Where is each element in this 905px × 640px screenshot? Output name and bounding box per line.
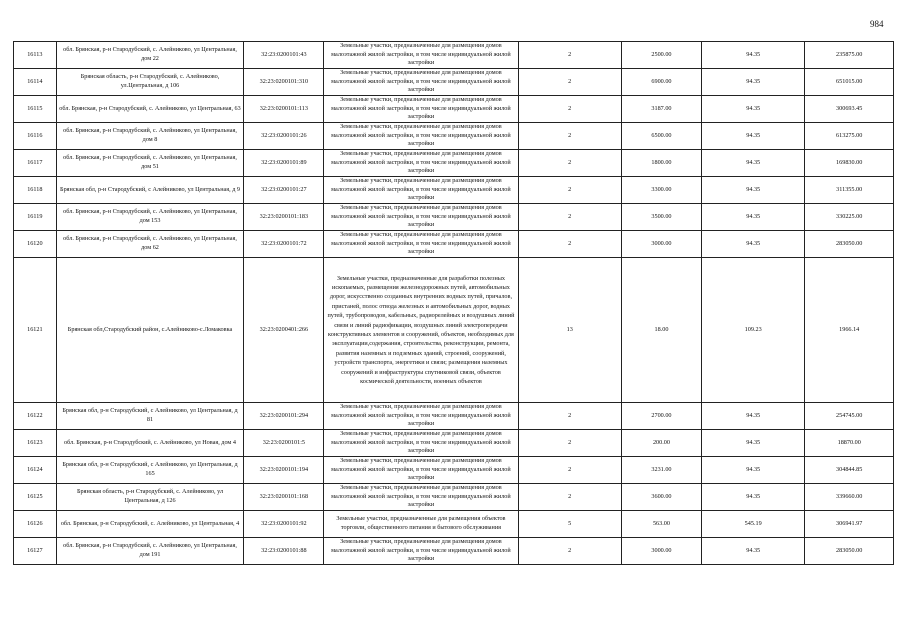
area-cell: 200.00 (621, 430, 701, 457)
address-cell: обл. Брянская, р-н Стародубский, с. Алейниково, ул Центральная, дом 62 (56, 231, 244, 258)
address-cell: Брянская область, р-н Стародубский, с. Алейниково, ул Центральная, д 126 (56, 484, 244, 511)
cadastral-value-cell: 311355.00 (805, 177, 894, 204)
cadastral-number-cell: 32:23:0200101:5 (244, 430, 324, 457)
use-group-cell: 2 (518, 204, 621, 231)
row-number: 16116 (14, 123, 57, 150)
area-cell: 6500.00 (621, 123, 701, 150)
land-use-cell: Земельные участки, предназначенные для размещения домов малоэтажной жилой застройки, в том числе индивидуальной жилой застройки (324, 96, 518, 123)
cadastral-number-cell: 32:23:0200101:43 (244, 42, 324, 69)
cadastral-value-cell: 254745.00 (805, 403, 894, 430)
use-group-cell: 5 (518, 511, 621, 538)
specific-value-cell: 94.35 (701, 177, 804, 204)
row-number: 16124 (14, 457, 57, 484)
use-group-cell: 2 (518, 538, 621, 565)
area-cell: 3000.00 (621, 538, 701, 565)
table-row (14, 96, 894, 123)
cadastral-value-table (13, 41, 894, 565)
land-use-cell: Земельные участки, предназначенные для размещения домов малоэтажной жилой застройки, в том числе индивидуальной жилой застройки (324, 42, 518, 69)
cadastral-number-cell: 32:23:0200101:72 (244, 231, 324, 258)
row-number: 16121 (14, 258, 57, 403)
address-cell: обл. Брянская, р-н Стародубский, с. Алейниково, ул Центральная, дом 191 (56, 538, 244, 565)
land-use-cell: Земельные участки, предназначенные для размещения домов малоэтажной жилой застройки, в том числе индивидуальной жилой застройки (324, 430, 518, 457)
address-cell: Брянская обл,Стародубский район, с.Алейниково-с.Ломаковка (56, 258, 244, 403)
table-row (14, 430, 894, 457)
table-row (14, 204, 894, 231)
use-group-cell: 2 (518, 403, 621, 430)
cadastral-value-cell: 651015.00 (805, 69, 894, 96)
table-row (14, 457, 894, 484)
area-cell: 3231.00 (621, 457, 701, 484)
land-use-cell: Земельные участки, предназначенные для размещения домов малоэтажной жилой застройки, в том числе индивидуальной жилой застройки (324, 204, 518, 231)
table-row (14, 42, 894, 69)
cadastral-value-cell: 339660.00 (805, 484, 894, 511)
row-number: 16125 (14, 484, 57, 511)
cadastral-number-cell: 32:23:0200101:294 (244, 403, 324, 430)
specific-value-cell: 94.35 (701, 150, 804, 177)
specific-value-cell: 94.35 (701, 123, 804, 150)
address-cell: Брянская обл, р-н Стародубский, с Алейниково, ул Центральная, д 9 (56, 177, 244, 204)
table-row (14, 484, 894, 511)
area-cell: 3300.00 (621, 177, 701, 204)
cadastral-number-cell: 32:23:0200101:26 (244, 123, 324, 150)
address-cell: Брянская область, р-н Стародубский, с. Алейниково, ул.Центральная, д 106 (56, 69, 244, 96)
cadastral-value-cell: 283050.00 (805, 538, 894, 565)
land-use-cell: Земельные участки, предназначенные для размещения домов малоэтажной жилой застройки, в том числе индивидуальной жилой застройки (324, 403, 518, 430)
use-group-cell: 2 (518, 96, 621, 123)
use-group-cell: 2 (518, 123, 621, 150)
specific-value-cell: 94.35 (701, 403, 804, 430)
table-row (14, 69, 894, 96)
cadastral-number-cell: 32:23:0200101:194 (244, 457, 324, 484)
cadastral-number-cell: 32:23:0200101:310 (244, 69, 324, 96)
address-cell: обл. Брянская, р-н Стародубский, с. Алейниково, ул Центральная, 4 (56, 511, 244, 538)
use-group-cell: 2 (518, 484, 621, 511)
area-cell: 2500.00 (621, 42, 701, 69)
cadastral-value-cell: 169830.00 (805, 150, 894, 177)
cadastral-value-cell: 613275.00 (805, 123, 894, 150)
cadastral-number-cell: 32:23:0200101:27 (244, 177, 324, 204)
specific-value-cell: 94.35 (701, 204, 804, 231)
cadastral-value-cell: 283050.00 (805, 231, 894, 258)
cadastral-number-cell: 32:23:0200101:92 (244, 511, 324, 538)
cadastral-number-cell: 32:23:0200401:266 (244, 258, 324, 403)
specific-value-cell: 94.35 (701, 42, 804, 69)
use-group-cell: 2 (518, 430, 621, 457)
cadastral-number-cell: 32:23:0200101:168 (244, 484, 324, 511)
use-group-cell: 2 (518, 177, 621, 204)
cadastral-number-cell: 32:23:0200101:88 (244, 538, 324, 565)
land-use-cell: Земельные участки, предназначенные для разработки полезных ископаемых, размещения железнодорожных путей, автомобильных дорог, искусственно созданных внутренних водных путей, причалов, пристаней, полос отвода железных и автомобильных дорог, водных путей, трубопроводов, кабельных, радиорелейных и воздушных линий связи и линий радиофикации, воздушных линий электропередачи конструктивных элементов и сооружений, объектов, необходимых для эксплуатации,содержания, строительства, реконструкции, ремонта, развития наземных и подземных зданий, строений, сооружений, устройств транспорта, энергетики и связи; размещения наземных сооружений и инфраструктуры спутниковой связи, объектов космической деятельности, военных объектов (324, 258, 518, 403)
specific-value-cell: 94.35 (701, 484, 804, 511)
specific-value-cell: 94.35 (701, 457, 804, 484)
area-cell: 2700.00 (621, 403, 701, 430)
use-group-cell: 2 (518, 69, 621, 96)
row-number: 16123 (14, 430, 57, 457)
land-use-cell: Земельные участки, предназначенные для размещения домов малоэтажной жилой застройки, в том числе индивидуальной жилой застройки (324, 457, 518, 484)
cadastral-value-cell: 304844.85 (805, 457, 894, 484)
area-cell: 3187.00 (621, 96, 701, 123)
land-use-cell: Земельные участки, предназначенные для размещения домов малоэтажной жилой застройки, в том числе индивидуальной жилой застройки (324, 231, 518, 258)
cadastral-number-cell: 32:23:0200101:183 (244, 204, 324, 231)
table-row (14, 177, 894, 204)
area-cell: 3000.00 (621, 231, 701, 258)
cadastral-value-cell: 1966.14 (805, 258, 894, 403)
cadastral-value-cell: 306941.97 (805, 511, 894, 538)
row-number: 16127 (14, 538, 57, 565)
use-group-cell: 2 (518, 457, 621, 484)
land-use-cell: Земельные участки, предназначенные для размещения объектов торговли, общественного питания и бытового обслуживания (324, 511, 518, 538)
page-number: 984 (870, 19, 884, 29)
cadastral-value-cell: 300693.45 (805, 96, 894, 123)
specific-value-cell: 94.35 (701, 231, 804, 258)
area-cell: 3500.00 (621, 204, 701, 231)
cadastral-value-cell: 18870.00 (805, 430, 894, 457)
row-number: 16115 (14, 96, 57, 123)
cadastral-value-cell: 330225.00 (805, 204, 894, 231)
table-row (14, 538, 894, 565)
use-group-cell: 2 (518, 42, 621, 69)
land-use-cell: Земельные участки, предназначенные для размещения домов малоэтажной жилой застройки, в том числе индивидуальной жилой застройки (324, 69, 518, 96)
row-number: 16126 (14, 511, 57, 538)
area-cell: 6900.00 (621, 69, 701, 96)
address-cell: обл. Брянская, р-н Стародубский, с. Алейниково, ул Центральная, 63 (56, 96, 244, 123)
cadastral-value-cell: 235875.00 (805, 42, 894, 69)
specific-value-cell: 94.35 (701, 69, 804, 96)
row-number: 16118 (14, 177, 57, 204)
row-number: 16114 (14, 69, 57, 96)
use-group-cell: 2 (518, 231, 621, 258)
land-use-cell: Земельные участки, предназначенные для размещения домов малоэтажной жилой застройки, в том числе индивидуальной жилой застройки (324, 150, 518, 177)
row-number: 16117 (14, 150, 57, 177)
cadastral-number-cell: 32:23:0200101:89 (244, 150, 324, 177)
address-cell: Брянская обл, р-н Стародубский, с Алейниково, ул Центральная, д 81 (56, 403, 244, 430)
use-group-cell: 2 (518, 150, 621, 177)
specific-value-cell: 94.35 (701, 538, 804, 565)
address-cell: обл. Брянская, р-н Стародубский, с. Алейниково, ул Центральная, дом 8 (56, 123, 244, 150)
specific-value-cell: 109.23 (701, 258, 804, 403)
specific-value-cell: 94.35 (701, 96, 804, 123)
table-row (14, 150, 894, 177)
row-number: 16119 (14, 204, 57, 231)
land-use-cell: Земельные участки, предназначенные для размещения домов малоэтажной жилой застройки, в том числе индивидуальной жилой застройки (324, 177, 518, 204)
area-cell: 563.00 (621, 511, 701, 538)
row-number: 16113 (14, 42, 57, 69)
table-row (14, 403, 894, 430)
specific-value-cell: 545.19 (701, 511, 804, 538)
address-cell: обл. Брянская, р-н Стародубский, с. Алейниково, ул Центральная, дом 51 (56, 150, 244, 177)
address-cell: обл. Брянская, р-н Стародубский, с. Алейниково, ул Новая, дом 4 (56, 430, 244, 457)
table-row (14, 231, 894, 258)
area-cell: 3600.00 (621, 484, 701, 511)
address-cell: обл. Брянская, р-н Стародубский, с. Алейниково, ул Центральная, дом 153 (56, 204, 244, 231)
address-cell: обл. Брянская, р-н Стародубский, с. Алейниково, ул Центральная, дом 22 (56, 42, 244, 69)
cadastral-number-cell: 32:23:0200101:113 (244, 96, 324, 123)
area-cell: 1800.00 (621, 150, 701, 177)
table-row (14, 123, 894, 150)
use-group-cell: 13 (518, 258, 621, 403)
address-cell: Брянская обл, р-н Стародубский, с Алейниково, ул Центральная, д 165 (56, 457, 244, 484)
area-cell: 18.00 (621, 258, 701, 403)
table-body (14, 42, 894, 565)
row-number: 16122 (14, 403, 57, 430)
table-row (14, 258, 894, 403)
land-use-cell: Земельные участки, предназначенные для размещения домов малоэтажной жилой застройки, в том числе индивидуальной жилой застройки (324, 123, 518, 150)
row-number: 16120 (14, 231, 57, 258)
table-row (14, 511, 894, 538)
specific-value-cell: 94.35 (701, 430, 804, 457)
land-use-cell: Земельные участки, предназначенные для размещения домов малоэтажной жилой застройки, в том числе индивидуальной жилой застройки (324, 484, 518, 511)
land-use-cell: Земельные участки, предназначенные для размещения домов малоэтажной жилой застройки, в том числе индивидуальной жилой застройки (324, 538, 518, 565)
